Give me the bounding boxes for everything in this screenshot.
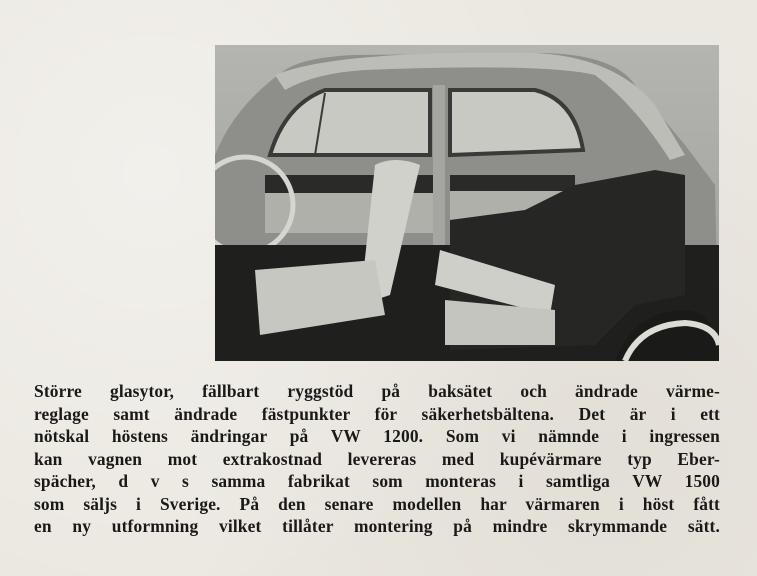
caption-line: nötskal höstens ändringar på VW 1200. Som vi nämnde i ingressen — [34, 426, 720, 446]
caption-line: kan vagnen mot extrakostnad levereras med kupévärmare typ Eber- — [34, 448, 720, 469]
car-interior-photo — [215, 45, 719, 361]
caption-line: Större glasytor, fällbart ryggstöd på baksätet och ändrade värme- — [34, 381, 720, 401]
caption-line: som säljs i Sverige. På den senare modellen har värmaren i höst fått — [34, 493, 720, 514]
photo-caption — [34, 380, 720, 538]
car-interior-illustration — [215, 45, 719, 361]
caption-line: reglage samt ändrade fästpunkter för säkerhetsbältena. Det är i ett — [34, 403, 720, 424]
caption-line: spächer, d v s samma fabrikat som monteras i samtliga VW 1500 — [34, 471, 720, 491]
caption-line: en ny utformning vilket tillåter montering på mindre skrymmande sätt. — [34, 516, 720, 536]
